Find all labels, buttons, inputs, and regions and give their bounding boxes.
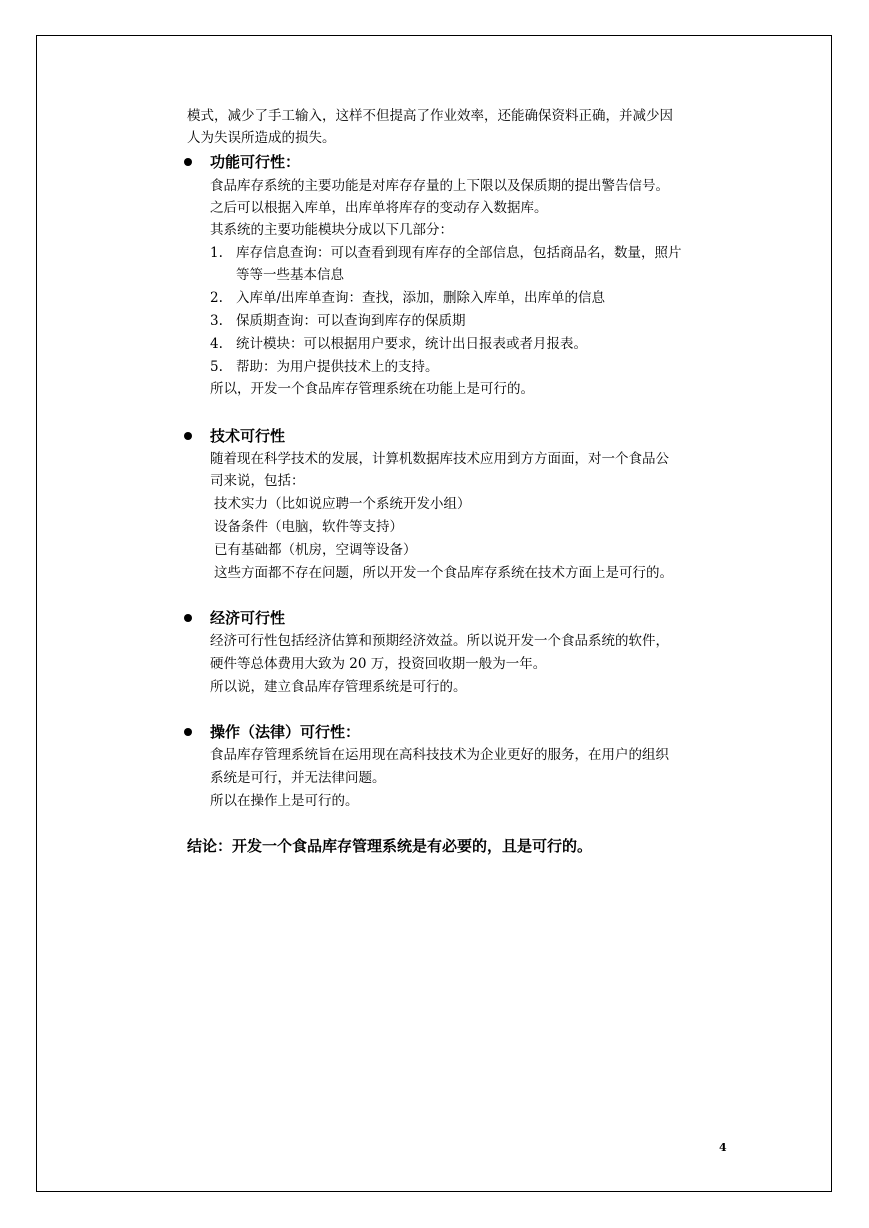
functional-conclusion: 所以，开发一个食品库存管理系统在功能上是可行的。 (210, 381, 534, 397)
economic-line-2: 硬件等总体费用大致为 20 万，投资回收期一般为一年。 (210, 656, 547, 672)
section-title-functional: 功能可行性： (210, 153, 301, 171)
module-3-line-1: 保质期查询：可以查询到库存的保质期 (236, 313, 466, 329)
technical-conclusion: 这些方面都不存在问题，所以开发一个食品库存系统在技术方面上是可行的。 (214, 565, 673, 581)
module-number: 5. (210, 359, 223, 375)
technical-item-2: 设备条件（电脑，软件等支持） (214, 519, 403, 535)
section-title-operational: 操作（法律）可行性： (210, 723, 361, 741)
economic-conclusion: 所以说，建立食品库存管理系统是可行的。 (210, 679, 467, 695)
section-title-technical: 技术可行性 (210, 427, 286, 445)
bullet-icon (184, 728, 192, 736)
intro-line-1: 模式，减少了手工输入，这样不但提高了作业效率，还能确保资料正确，并减少因 (187, 108, 673, 124)
operational-line-1: 食品库存管理系统旨在运用现在高科技技术为企业更好的服务，在用户的组织 (210, 747, 669, 763)
module-number: 2. (210, 290, 223, 306)
bullet-icon (184, 432, 192, 440)
module-2-line-1: 入库单/出库单查询：查找，添加，删除入库单，出库单的信息 (236, 290, 606, 306)
technical-item-3: 已有基础都（机房，空调等设备） (214, 542, 417, 558)
economic-line-1: 经济可行性包括经济估算和预期经济效益。所以说开发一个食品系统的软件， (210, 633, 669, 649)
intro-line-2: 人为失误所造成的损失。 (187, 130, 336, 146)
module-1-line-1: 库存信息查询：可以查看到现有库存的全部信息，包括商品名，数量，照片 (236, 245, 682, 261)
bullet-icon (184, 614, 192, 622)
bullet-icon (184, 158, 192, 166)
module-1-line-2: 等等一些基本信息 (236, 267, 344, 283)
technical-line-1: 随着现在科学技术的发展，计算机数据库技术应用到方方面面，对一个食品公 (210, 451, 669, 467)
page-number: 4 (719, 1141, 727, 1154)
module-5-line-1: 帮助：为用户提供技术上的支持。 (236, 359, 439, 375)
section-title-economic: 经济可行性 (210, 609, 286, 627)
functional-para-line-2: 之后可以根据入库单，出库单将库存的变动存入数据库。 (210, 200, 548, 216)
technical-item-1: 技术实力（比如说应聘一个系统开发小组） (214, 496, 471, 512)
operational-line-2: 系统是可行，并无法律问题。 (210, 770, 386, 786)
module-number: 4. (210, 336, 223, 352)
module-number: 1. (210, 245, 223, 261)
operational-conclusion: 所以在操作上是可行的。 (210, 793, 359, 809)
final-conclusion: 结论：开发一个食品库存管理系统是有必要的，且是可行的。 (187, 837, 593, 855)
functional-para-line-1: 食品库存系统的主要功能是对库存存量的上下限以及保质期的提出警告信号。 (210, 178, 669, 194)
functional-modules-intro: 其系统的主要功能模块分成以下几部分： (210, 222, 453, 238)
module-number: 3. (210, 313, 223, 329)
module-4-line-1: 统计模块：可以根据用户要求，统计出日报表或者月报表。 (236, 336, 587, 352)
technical-line-2: 司来说，包括： (210, 473, 305, 489)
